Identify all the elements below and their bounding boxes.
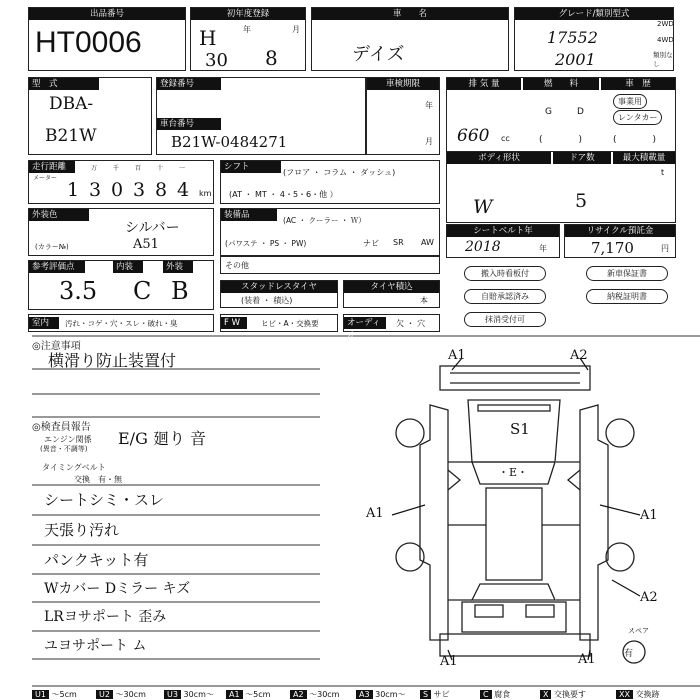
displacement: 660 — [457, 126, 490, 146]
legend-value: 腐食 — [494, 690, 511, 699]
eq-pw: PW — [291, 239, 304, 248]
equipment-options: (パワステ ・ PS ・ PW) — [225, 239, 307, 248]
legend-key: A1 — [226, 690, 243, 699]
drive-4wd: 4WD — [657, 36, 674, 44]
unit-sen: 千 — [113, 165, 120, 172]
legend-item — [290, 690, 339, 700]
lot-number-box — [28, 7, 186, 71]
studless-options: (装着 ・ 積込) — [241, 296, 293, 305]
month-unit: 月 — [292, 25, 300, 34]
legend-item — [540, 690, 586, 700]
shift-options: (フロア ・ コラム ・ ダッシュ) — [283, 168, 396, 177]
equipment-label: 装備品 — [221, 209, 277, 221]
score-box — [28, 260, 214, 310]
studless-label: スタッドレスタイヤ — [221, 281, 337, 293]
model-prefix: DBA- — [49, 94, 94, 114]
registration-box — [156, 77, 366, 155]
eq-ps: PS — [269, 239, 280, 248]
car-name: デイズ — [352, 44, 405, 65]
legend-key: S — [420, 690, 431, 699]
cc-unit: cc — [501, 134, 510, 143]
eq-aw: AW — [421, 238, 434, 247]
registration-label: 登録番号 — [157, 78, 221, 90]
inspection-month-unit: 月 — [425, 137, 433, 146]
inspector-item: 天張り汚れ — [44, 521, 120, 539]
timing-belt-sub: 交換 有・無 — [74, 475, 122, 484]
color-label: 外装色 — [29, 209, 89, 221]
first-registration-box — [190, 7, 306, 71]
legend-value: 交換跡 — [635, 690, 660, 699]
legend-item — [356, 690, 405, 700]
trans-at: AT — [232, 190, 242, 199]
inspector-item: パンクキット有 — [44, 551, 149, 569]
mileage-label: 走行距離 — [29, 161, 75, 173]
legend-value: サビ — [433, 690, 450, 699]
fuel-other-paren: ( ) — [539, 135, 583, 145]
color-code: A51 — [133, 237, 159, 252]
damage-mark: A1 — [640, 508, 658, 523]
year-unit: 年 — [243, 25, 251, 34]
doc-tax-certificate: 納税証明書 — [586, 289, 668, 304]
drive-2wd: 2WD — [657, 20, 674, 28]
legend-value: 交換要す — [554, 690, 587, 699]
spec-box — [446, 77, 676, 155]
shift-floor: フロア — [286, 168, 311, 177]
legend-item — [96, 690, 146, 700]
legend-key: U2 — [96, 690, 113, 699]
fw-label: F W — [221, 317, 247, 329]
engine-text: E/G 廻り 音 — [118, 429, 207, 448]
legend-key: A3 — [356, 690, 373, 699]
audio-label: オーディオ — [344, 317, 386, 329]
history-rental: レンタカー — [613, 110, 662, 125]
seatbelt-label: シートベルト年 — [447, 225, 559, 237]
km-unit: km — [199, 189, 212, 198]
car-name-label: 車 名 — [312, 8, 508, 20]
eq-other-label: その他 — [225, 261, 249, 270]
mileage-digit: 0 — [111, 179, 124, 201]
inspection-label: 車検期限 — [367, 78, 439, 90]
fuel-g: G — [545, 107, 552, 117]
legend-value: ～30cm — [115, 690, 146, 699]
score: 3.5 — [59, 277, 98, 305]
model-code: B21W — [45, 126, 97, 146]
unit-juu: 十 — [157, 165, 164, 172]
legend-item — [616, 690, 660, 700]
interior-label: 内装 — [113, 261, 143, 273]
inspector-label: ◎検査員報告 — [32, 422, 91, 433]
trans-gears: 4・5・6・他 — [279, 190, 328, 199]
inspection-box — [366, 77, 440, 155]
body-type: W — [473, 196, 493, 218]
interior-grade: C — [133, 277, 152, 305]
unit-man: 万 — [91, 165, 98, 172]
reg-month: 8 — [265, 46, 278, 70]
doors: 5 — [575, 190, 588, 212]
damage-mark: S1 — [510, 420, 530, 438]
fw-options: ヒビ・A・交換要 — [261, 319, 319, 328]
chassis-number: B21W-0484271 — [171, 133, 288, 151]
doors-label: ドア数 — [553, 152, 611, 164]
tire-box — [343, 280, 440, 308]
legend-value: 30cm～ — [375, 690, 406, 699]
damage-mark: A1 — [448, 348, 466, 363]
shift-label: シフト — [221, 161, 281, 173]
max-load-label: 最大積載量 — [613, 152, 675, 164]
meter-label: メーター — [33, 175, 58, 182]
first-registration-label: 初年度登録 — [191, 8, 305, 20]
chassis-label: 車台番号 — [157, 118, 221, 130]
legend-item — [480, 690, 510, 700]
mileage-digit: 3 — [133, 179, 146, 201]
legend-item — [420, 690, 450, 700]
car-name-box — [311, 7, 509, 71]
inspector-item: シートシミ・スレ — [44, 491, 165, 509]
doc-insurance: 自賠承認済み — [464, 289, 546, 304]
shift-column: コラム — [323, 168, 348, 177]
model-box — [28, 77, 152, 155]
recycle-box — [564, 224, 676, 258]
body-box — [446, 151, 676, 223]
interior-damage-label: 室内 — [29, 317, 59, 329]
eq-ac: AC — [285, 216, 297, 225]
engine-label: エンジン関係 — [44, 435, 92, 444]
legend-value: ～30cm — [309, 690, 340, 699]
audio-options: 欠 ・ 穴 — [396, 319, 426, 328]
reg-year: 30 — [205, 50, 228, 71]
eq-powersteer: パワステ — [227, 239, 258, 248]
mileage-digit: 8 — [155, 179, 168, 201]
color-box — [28, 208, 214, 256]
eq-navi: ナビ — [363, 239, 379, 248]
damage-mark: A1 — [578, 652, 596, 667]
seatbelt-box — [446, 224, 560, 258]
equipment-box — [220, 208, 440, 256]
audio-box — [343, 314, 440, 340]
eq-cooler: クーラー — [308, 216, 339, 225]
caution-label: ◎注意事項 — [32, 341, 81, 352]
legend-item — [226, 690, 270, 700]
eq-sr: SR — [393, 238, 404, 247]
inspector-item: LRヨサポート 歪み — [44, 609, 167, 625]
max-load-unit: t — [661, 168, 665, 177]
equipment-ac-options: (AC ・ クーラー ・ Ｗ） — [283, 216, 366, 225]
exterior-color: シルバー — [125, 220, 180, 236]
recycle-unit: 円 — [661, 244, 669, 253]
damage-mark: A2 — [640, 590, 658, 605]
history-business: 事業用 — [613, 94, 647, 109]
seatbelt-year: 2018 — [465, 239, 501, 255]
legend-key: A2 — [290, 690, 307, 699]
equipment-other-box — [220, 256, 440, 274]
spare-label: スペア — [628, 627, 649, 635]
studless-mounted: 装着 — [244, 296, 261, 305]
caution-text: 横滑り防止装置付 — [48, 351, 177, 370]
recycle-amount: 7,170 — [591, 239, 634, 257]
seatbelt-year-unit: 年 — [539, 244, 547, 253]
studless-loaded: 積込 — [273, 296, 290, 305]
legend-item — [32, 690, 77, 700]
legend-key: X — [540, 690, 551, 699]
unit-hyaku: 百 — [135, 165, 142, 172]
class-label: 類別なし — [653, 51, 673, 68]
legend-key: XX — [616, 690, 633, 699]
legend-value: 30cm～ — [183, 690, 214, 699]
legend-value: ～5cm — [51, 690, 77, 699]
displacement-label: 排 気 量 — [447, 78, 521, 90]
trans-mt: MT — [254, 190, 267, 199]
eq-dual: Ｗ — [350, 216, 359, 225]
tire-label: タイヤ積込 — [344, 281, 439, 293]
lot-number-label: 出品番号 — [29, 8, 185, 20]
doc-warranty: 新車保証書 — [586, 266, 668, 281]
score-label: 参考評価点 — [29, 261, 85, 273]
legend-key: U1 — [32, 690, 49, 699]
mileage-digit: 3 — [89, 179, 102, 201]
unit-ichi: 一 — [179, 165, 186, 172]
color-code-label: (カラー№) — [35, 243, 69, 251]
studless-box — [220, 280, 338, 308]
lot-number: HT0006 — [35, 26, 142, 59]
spare-value: 有 — [624, 649, 634, 659]
fuel-label: 燃 料 — [523, 78, 599, 90]
mileage-digit: 1 — [67, 179, 80, 201]
car-diagram — [396, 366, 645, 663]
inspector-item: ユヨサポート ム — [44, 638, 147, 654]
shift-box — [220, 160, 440, 204]
exterior-grade: B — [171, 277, 189, 305]
damage-mark: A1 — [440, 654, 458, 669]
mileage-digit: 4 — [177, 179, 190, 201]
inspection-year-unit: 年 — [425, 101, 433, 110]
fw-box — [220, 314, 338, 332]
interior-box — [28, 314, 214, 332]
mileage-box — [28, 160, 214, 204]
legend-value: ～5cm — [245, 690, 271, 699]
engine-sub: (異音・不調等) — [40, 445, 88, 453]
doc-signboard: 搬入時看板付 — [464, 266, 546, 281]
fuel-d: D — [577, 107, 584, 117]
transmission-options: (AT ・ MT ・ 4・5・6・他 ） — [229, 190, 338, 199]
grade-box — [514, 7, 674, 71]
exterior-label: 外装 — [163, 261, 193, 273]
doc-deregistration: 抹消受付可 — [464, 312, 546, 327]
history-label: 車 歴 — [601, 78, 675, 90]
recycle-label: リサイクル預託金 — [565, 225, 675, 237]
tire-count-unit: 本 — [420, 296, 428, 305]
inspector-item: Wカバー Dミラー キズ — [44, 581, 191, 597]
legend-key: C — [480, 690, 492, 699]
grade-label: グレード/類別型式 — [515, 8, 673, 20]
legend-item — [164, 690, 214, 700]
timing-belt-label: タイミングベルト — [42, 463, 106, 472]
damage-mark: A2 — [570, 348, 588, 363]
damage-mark: ・E・ — [498, 466, 529, 479]
era: H — [199, 26, 217, 50]
legend-key: U3 — [164, 690, 181, 699]
model-label: 型 式 — [29, 78, 99, 90]
interior-damage-options: 汚れ・コゲ・穴・スレ・破れ・臭 — [65, 319, 178, 328]
shift-dash: ダッシュ — [360, 168, 393, 177]
grade-code-1: 17552 — [547, 28, 598, 47]
body-type-label: ボディ形状 — [447, 152, 551, 164]
history-other-paren: ( ) — [613, 135, 657, 145]
damage-mark: A1 — [366, 506, 384, 521]
grade-code-2: 2001 — [555, 50, 596, 69]
